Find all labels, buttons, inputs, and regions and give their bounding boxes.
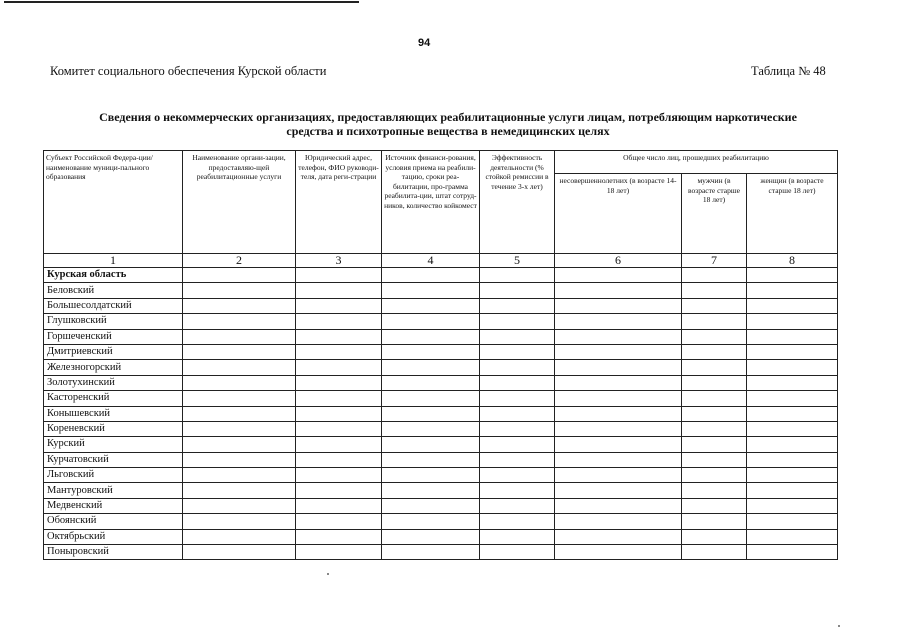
- empty-cell: [555, 483, 682, 498]
- empty-cell: [296, 329, 382, 344]
- header-efficiency: Эффективность деятельности (% стойкой ремиссии в течение 3-х лет): [480, 151, 555, 254]
- district-name: Касторенский: [44, 391, 183, 406]
- district-name: Конышевский: [44, 406, 183, 421]
- empty-cell: [183, 468, 296, 483]
- empty-cell: [480, 298, 555, 313]
- header-minors: несовершеннолетних (в возрасте 14-18 лет): [555, 174, 682, 254]
- table-row: [44, 545, 838, 560]
- header-funding-source: Источник финанси-рования, условия приема на реабили-тацию, сроки реа-билитации, про-грамма реабилита-ции, штат сотруд-ников, количество койкомест: [382, 151, 480, 254]
- table-row: [44, 452, 838, 467]
- district-name: Кореневский: [44, 421, 183, 436]
- empty-cell: [183, 421, 296, 436]
- table-row: [44, 375, 838, 390]
- district-name: Беловский: [44, 283, 183, 298]
- empty-cell: [555, 298, 682, 313]
- empty-cell: [747, 391, 838, 406]
- empty-cell: [682, 452, 747, 467]
- empty-cell: [382, 283, 480, 298]
- empty-cell: [183, 514, 296, 529]
- committee-name: Комитет социального обеспечения Курской области: [50, 64, 327, 78]
- empty-cell: [296, 344, 382, 359]
- empty-cell: [382, 360, 480, 375]
- district-name: Дмитриевский: [44, 344, 183, 359]
- empty-cell: [555, 514, 682, 529]
- empty-cell: [747, 344, 838, 359]
- empty-cell: [555, 498, 682, 513]
- empty-cell: [296, 483, 382, 498]
- empty-cell: [747, 283, 838, 298]
- header-men: мужчин (в возрасте старше 18 лет): [682, 174, 747, 254]
- empty-cell: [480, 375, 555, 390]
- empty-cell: [555, 452, 682, 467]
- empty-cell: [480, 545, 555, 560]
- empty-cell: [480, 344, 555, 359]
- empty-cell: [555, 360, 682, 375]
- table-row: [44, 468, 838, 483]
- table-row: [44, 360, 838, 375]
- district-name: Курчатовский: [44, 452, 183, 467]
- empty-cell: [183, 283, 296, 298]
- district-name: Поныровский: [44, 545, 183, 560]
- empty-cell: [747, 468, 838, 483]
- header-legal-address: Юридический адрес, телефон, ФИО руководи-теля, дата реги-страции: [296, 151, 382, 254]
- empty-cell: [296, 406, 382, 421]
- empty-cell: [296, 421, 382, 436]
- empty-cell: [480, 268, 555, 283]
- empty-cell: [480, 452, 555, 467]
- scan-speck: [838, 625, 840, 627]
- header-organization-name: Наименование органи-зации, предоставляю-щей реабилитационные услуги: [183, 151, 296, 254]
- empty-cell: [382, 268, 480, 283]
- table-row: [44, 391, 838, 406]
- empty-cell: [682, 529, 747, 544]
- empty-cell: [183, 545, 296, 560]
- empty-cell: [296, 452, 382, 467]
- empty-cell: [747, 452, 838, 467]
- empty-cell: [382, 344, 480, 359]
- empty-cell: [555, 391, 682, 406]
- district-name: Октябрьский: [44, 529, 183, 544]
- empty-cell: [296, 529, 382, 544]
- empty-cell: [296, 391, 382, 406]
- empty-cell: [382, 514, 480, 529]
- header-subject: Субъект Российской Федера-ции/наименование муници-пального образования: [44, 151, 183, 254]
- table-row: [44, 283, 838, 298]
- column-number: 6: [555, 254, 682, 268]
- empty-cell: [382, 329, 480, 344]
- empty-cell: [682, 360, 747, 375]
- table-row: [44, 483, 838, 498]
- empty-cell: [296, 268, 382, 283]
- scan-edge-line: [4, 1, 359, 3]
- empty-cell: [747, 406, 838, 421]
- empty-cell: [555, 437, 682, 452]
- header-women: женщин (в возрасте старше 18 лет): [747, 174, 838, 254]
- empty-cell: [555, 375, 682, 390]
- table-row: [44, 406, 838, 421]
- document-title: [30, 110, 866, 138]
- column-number: 1: [44, 254, 183, 268]
- empty-cell: [747, 329, 838, 344]
- empty-cell: [382, 437, 480, 452]
- empty-cell: [747, 514, 838, 529]
- empty-cell: [296, 498, 382, 513]
- table-row: [44, 421, 838, 436]
- empty-cell: [296, 298, 382, 313]
- district-name: Медвенский: [44, 498, 183, 513]
- column-number: 2: [183, 254, 296, 268]
- empty-cell: [747, 298, 838, 313]
- empty-cell: [747, 314, 838, 329]
- empty-cell: [296, 283, 382, 298]
- empty-cell: [682, 314, 747, 329]
- empty-cell: [183, 298, 296, 313]
- empty-cell: [480, 483, 555, 498]
- empty-cell: [382, 406, 480, 421]
- empty-cell: [682, 483, 747, 498]
- empty-cell: [183, 314, 296, 329]
- empty-cell: [183, 529, 296, 544]
- empty-cell: [296, 545, 382, 560]
- empty-cell: [682, 344, 747, 359]
- district-name: Мантуровский: [44, 483, 183, 498]
- empty-cell: [555, 468, 682, 483]
- empty-cell: [555, 283, 682, 298]
- empty-cell: [480, 498, 555, 513]
- empty-cell: [480, 529, 555, 544]
- district-name: Обоянский: [44, 514, 183, 529]
- empty-cell: [555, 268, 682, 283]
- empty-cell: [682, 298, 747, 313]
- empty-cell: [682, 514, 747, 529]
- empty-cell: [382, 298, 480, 313]
- empty-cell: [747, 529, 838, 544]
- district-name: Льговский: [44, 468, 183, 483]
- district-name: Горшеченский: [44, 329, 183, 344]
- empty-cell: [183, 375, 296, 390]
- region-name: Курская область: [44, 268, 183, 283]
- empty-cell: [480, 391, 555, 406]
- empty-cell: [480, 468, 555, 483]
- rehabilitation-organizations-table: [43, 150, 838, 560]
- empty-cell: [296, 514, 382, 529]
- column-number: 5: [480, 254, 555, 268]
- empty-cell: [682, 468, 747, 483]
- empty-cell: [480, 360, 555, 375]
- district-name: Большесолдатский: [44, 298, 183, 313]
- table-row: [44, 329, 838, 344]
- empty-cell: [183, 329, 296, 344]
- empty-cell: [296, 360, 382, 375]
- empty-cell: [682, 437, 747, 452]
- empty-cell: [183, 344, 296, 359]
- empty-cell: [480, 406, 555, 421]
- empty-cell: [682, 375, 747, 390]
- table-row: [44, 298, 838, 313]
- empty-cell: [382, 545, 480, 560]
- empty-cell: [480, 514, 555, 529]
- empty-cell: [682, 329, 747, 344]
- empty-cell: [682, 545, 747, 560]
- district-name: Железногорский: [44, 360, 183, 375]
- empty-cell: [480, 329, 555, 344]
- district-name: Золотухинский: [44, 375, 183, 390]
- empty-cell: [480, 437, 555, 452]
- header-total-rehabilitated: Общее число лиц, прошедших реабилитацию: [555, 151, 838, 174]
- empty-cell: [747, 437, 838, 452]
- empty-cell: [480, 314, 555, 329]
- empty-cell: [555, 344, 682, 359]
- empty-cell: [296, 314, 382, 329]
- empty-cell: [682, 406, 747, 421]
- empty-cell: [183, 498, 296, 513]
- table-row: [44, 344, 838, 359]
- empty-cell: [183, 268, 296, 283]
- empty-cell: [382, 468, 480, 483]
- column-number: 8: [747, 254, 838, 268]
- empty-cell: [747, 268, 838, 283]
- table-row: [44, 498, 838, 513]
- empty-cell: [382, 498, 480, 513]
- empty-cell: [382, 452, 480, 467]
- empty-cell: [682, 498, 747, 513]
- empty-cell: [682, 268, 747, 283]
- empty-cell: [183, 360, 296, 375]
- empty-cell: [555, 406, 682, 421]
- empty-cell: [682, 421, 747, 436]
- document-title-line-2: средства и психотропные вещества в немедицинских целях: [286, 124, 610, 138]
- empty-cell: [555, 529, 682, 544]
- column-number-row: [44, 254, 838, 268]
- empty-cell: [747, 421, 838, 436]
- empty-cell: [682, 283, 747, 298]
- empty-cell: [682, 391, 747, 406]
- empty-cell: [555, 421, 682, 436]
- empty-cell: [183, 406, 296, 421]
- empty-cell: [747, 375, 838, 390]
- table-row: [44, 529, 838, 544]
- empty-cell: [555, 314, 682, 329]
- empty-cell: [382, 421, 480, 436]
- empty-cell: [382, 314, 480, 329]
- empty-cell: [747, 545, 838, 560]
- empty-cell: [296, 437, 382, 452]
- empty-cell: [747, 360, 838, 375]
- district-name: Курский: [44, 437, 183, 452]
- page-number: 94: [418, 37, 431, 49]
- empty-cell: [183, 452, 296, 467]
- document-title-line-1: Сведения о некоммерческих организациях, предоставляющих реабилитационные услуги лицам, потребляющим наркотические: [99, 110, 797, 124]
- empty-cell: [480, 421, 555, 436]
- table-row: [44, 514, 838, 529]
- empty-cell: [382, 391, 480, 406]
- empty-cell: [183, 391, 296, 406]
- empty-cell: [382, 375, 480, 390]
- column-number: 4: [382, 254, 480, 268]
- empty-cell: [382, 529, 480, 544]
- table-row: [44, 437, 838, 452]
- empty-cell: [555, 329, 682, 344]
- table-row: [44, 268, 838, 283]
- empty-cell: [382, 483, 480, 498]
- column-number: 3: [296, 254, 382, 268]
- district-name: Глушковский: [44, 314, 183, 329]
- empty-cell: [747, 498, 838, 513]
- table-row: [44, 314, 838, 329]
- column-number: 7: [682, 254, 747, 268]
- empty-cell: [555, 545, 682, 560]
- empty-cell: [183, 437, 296, 452]
- empty-cell: [296, 375, 382, 390]
- empty-cell: [480, 283, 555, 298]
- empty-cell: [747, 483, 838, 498]
- scan-speck: [327, 573, 329, 575]
- empty-cell: [296, 468, 382, 483]
- table-label: Таблица № 48: [751, 64, 826, 78]
- empty-cell: [183, 483, 296, 498]
